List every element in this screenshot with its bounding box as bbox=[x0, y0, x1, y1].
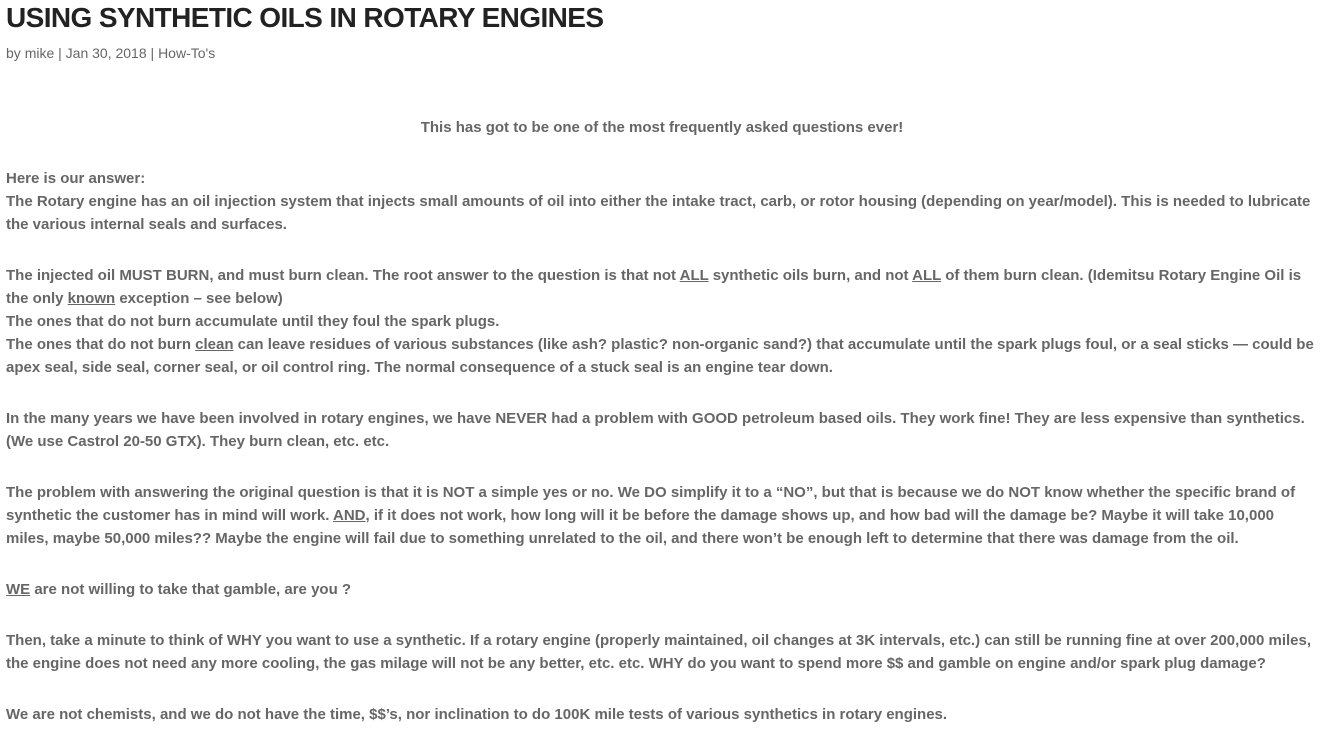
text-run: The injected oil MUST BURN, and must burn clean. The root answer to the question is that not bbox=[6, 267, 680, 284]
underlined-text: ALL bbox=[679, 267, 709, 284]
text-run: synthetic oils burn, and not bbox=[708, 267, 913, 284]
underlined-text: ALL bbox=[912, 267, 942, 284]
problem-paragraph bbox=[6, 481, 1318, 550]
text-run: In the many years we have been involved in rotary engines, we have NEVER had a problem with GOOD petroleum based oils. They work fine! They are less expensive than synthetics. bbox=[6, 410, 1305, 427]
text-run: are not willing to take that gamble, are you ? bbox=[30, 581, 352, 598]
text-run: , if it does not work, how long will it be before the damage shows up, and how bad will the damage be? Maybe it will take 10,000 miles, maybe 50,000 miles?? Maybe the engine will fail due to something unrelated to the oil, and there won’t be enough left to determine that there was damage from the oil. bbox=[6, 507, 1274, 547]
underlined-text: AND bbox=[333, 507, 366, 524]
petroleum-paragraph bbox=[6, 407, 1318, 453]
text-run: of them burn clean. (Idemitsu Rotary Engine Oil is the only bbox=[6, 267, 1302, 307]
meta-by: by bbox=[6, 45, 25, 61]
underlined-text: known bbox=[67, 290, 116, 307]
meta-separator: | bbox=[54, 45, 66, 61]
why-paragraph: Then, take a minute to think of WHY you want to use a synthetic. If a rotary engine (properly maintained, oil changes at 3K intervals, etc.) can still be running fine at over 200,000 miles, the engine does not need any more cooling, the gas milage will not be any better, etc. etc. WHY do you want to spend more $$ and gamble on engine and/or spark plug damage? bbox=[6, 632, 1312, 672]
answer-paragraph bbox=[6, 167, 1318, 236]
text-run: exception – see below) bbox=[115, 290, 283, 307]
meta-separator: | bbox=[146, 45, 159, 61]
answer-text: The Rotary engine has an oil injection system that injects small amounts of oil into either the intake tract, carb, or rotor housing (depending on year/model). This is needed to lubricate the various internal seals and surfaces. bbox=[6, 193, 1311, 233]
text-run: can leave residues of various substances (like ash? plastic? non-organic sand?) that accumulate until the spark plugs foul, or a seal sticks — could be apex seal, side seal, corner seal, or oil control ring. The normal consequence of a stuck seal is an engine tear down. bbox=[6, 336, 1314, 376]
post-date: Jan 30, 2018 bbox=[65, 45, 147, 61]
chemists-paragraph: We are not chemists, and we do not have the time, $$’s, nor inclination to do 100K mile tests of various synthetics in rotary engines. bbox=[6, 706, 948, 723]
post-content bbox=[6, 116, 1318, 754]
text-run: The problem with answering the original question is that it is NOT a simple yes or no. We DO simplify it to a “NO”, but that is because we do NOT know whether the specific brand of synthetic the customer has in mind will work. bbox=[6, 484, 1296, 524]
text-run: The ones that do not burn bbox=[6, 336, 196, 353]
intro-paragraph: This has got to be one of the most frequently asked questions ever! bbox=[420, 119, 904, 136]
text-run: The ones that do not burn accumulate until they foul the spark plugs. bbox=[6, 313, 500, 330]
text-run: (We use Castrol 20-50 GTX). They burn clean, etc. etc. bbox=[6, 433, 390, 450]
page-title: USING SYNTHETIC OILS IN ROTARY ENGINES bbox=[6, 2, 604, 33]
post-meta bbox=[6, 44, 215, 62]
burn-paragraph bbox=[6, 264, 1318, 379]
gamble-paragraph bbox=[6, 578, 1318, 601]
author-link[interactable]: mike bbox=[24, 45, 55, 61]
underlined-text: clean bbox=[195, 336, 234, 353]
underlined-text: WE bbox=[6, 581, 31, 598]
category-link[interactable]: How-To's bbox=[158, 45, 216, 61]
answer-heading: Here is our answer: bbox=[6, 170, 146, 187]
